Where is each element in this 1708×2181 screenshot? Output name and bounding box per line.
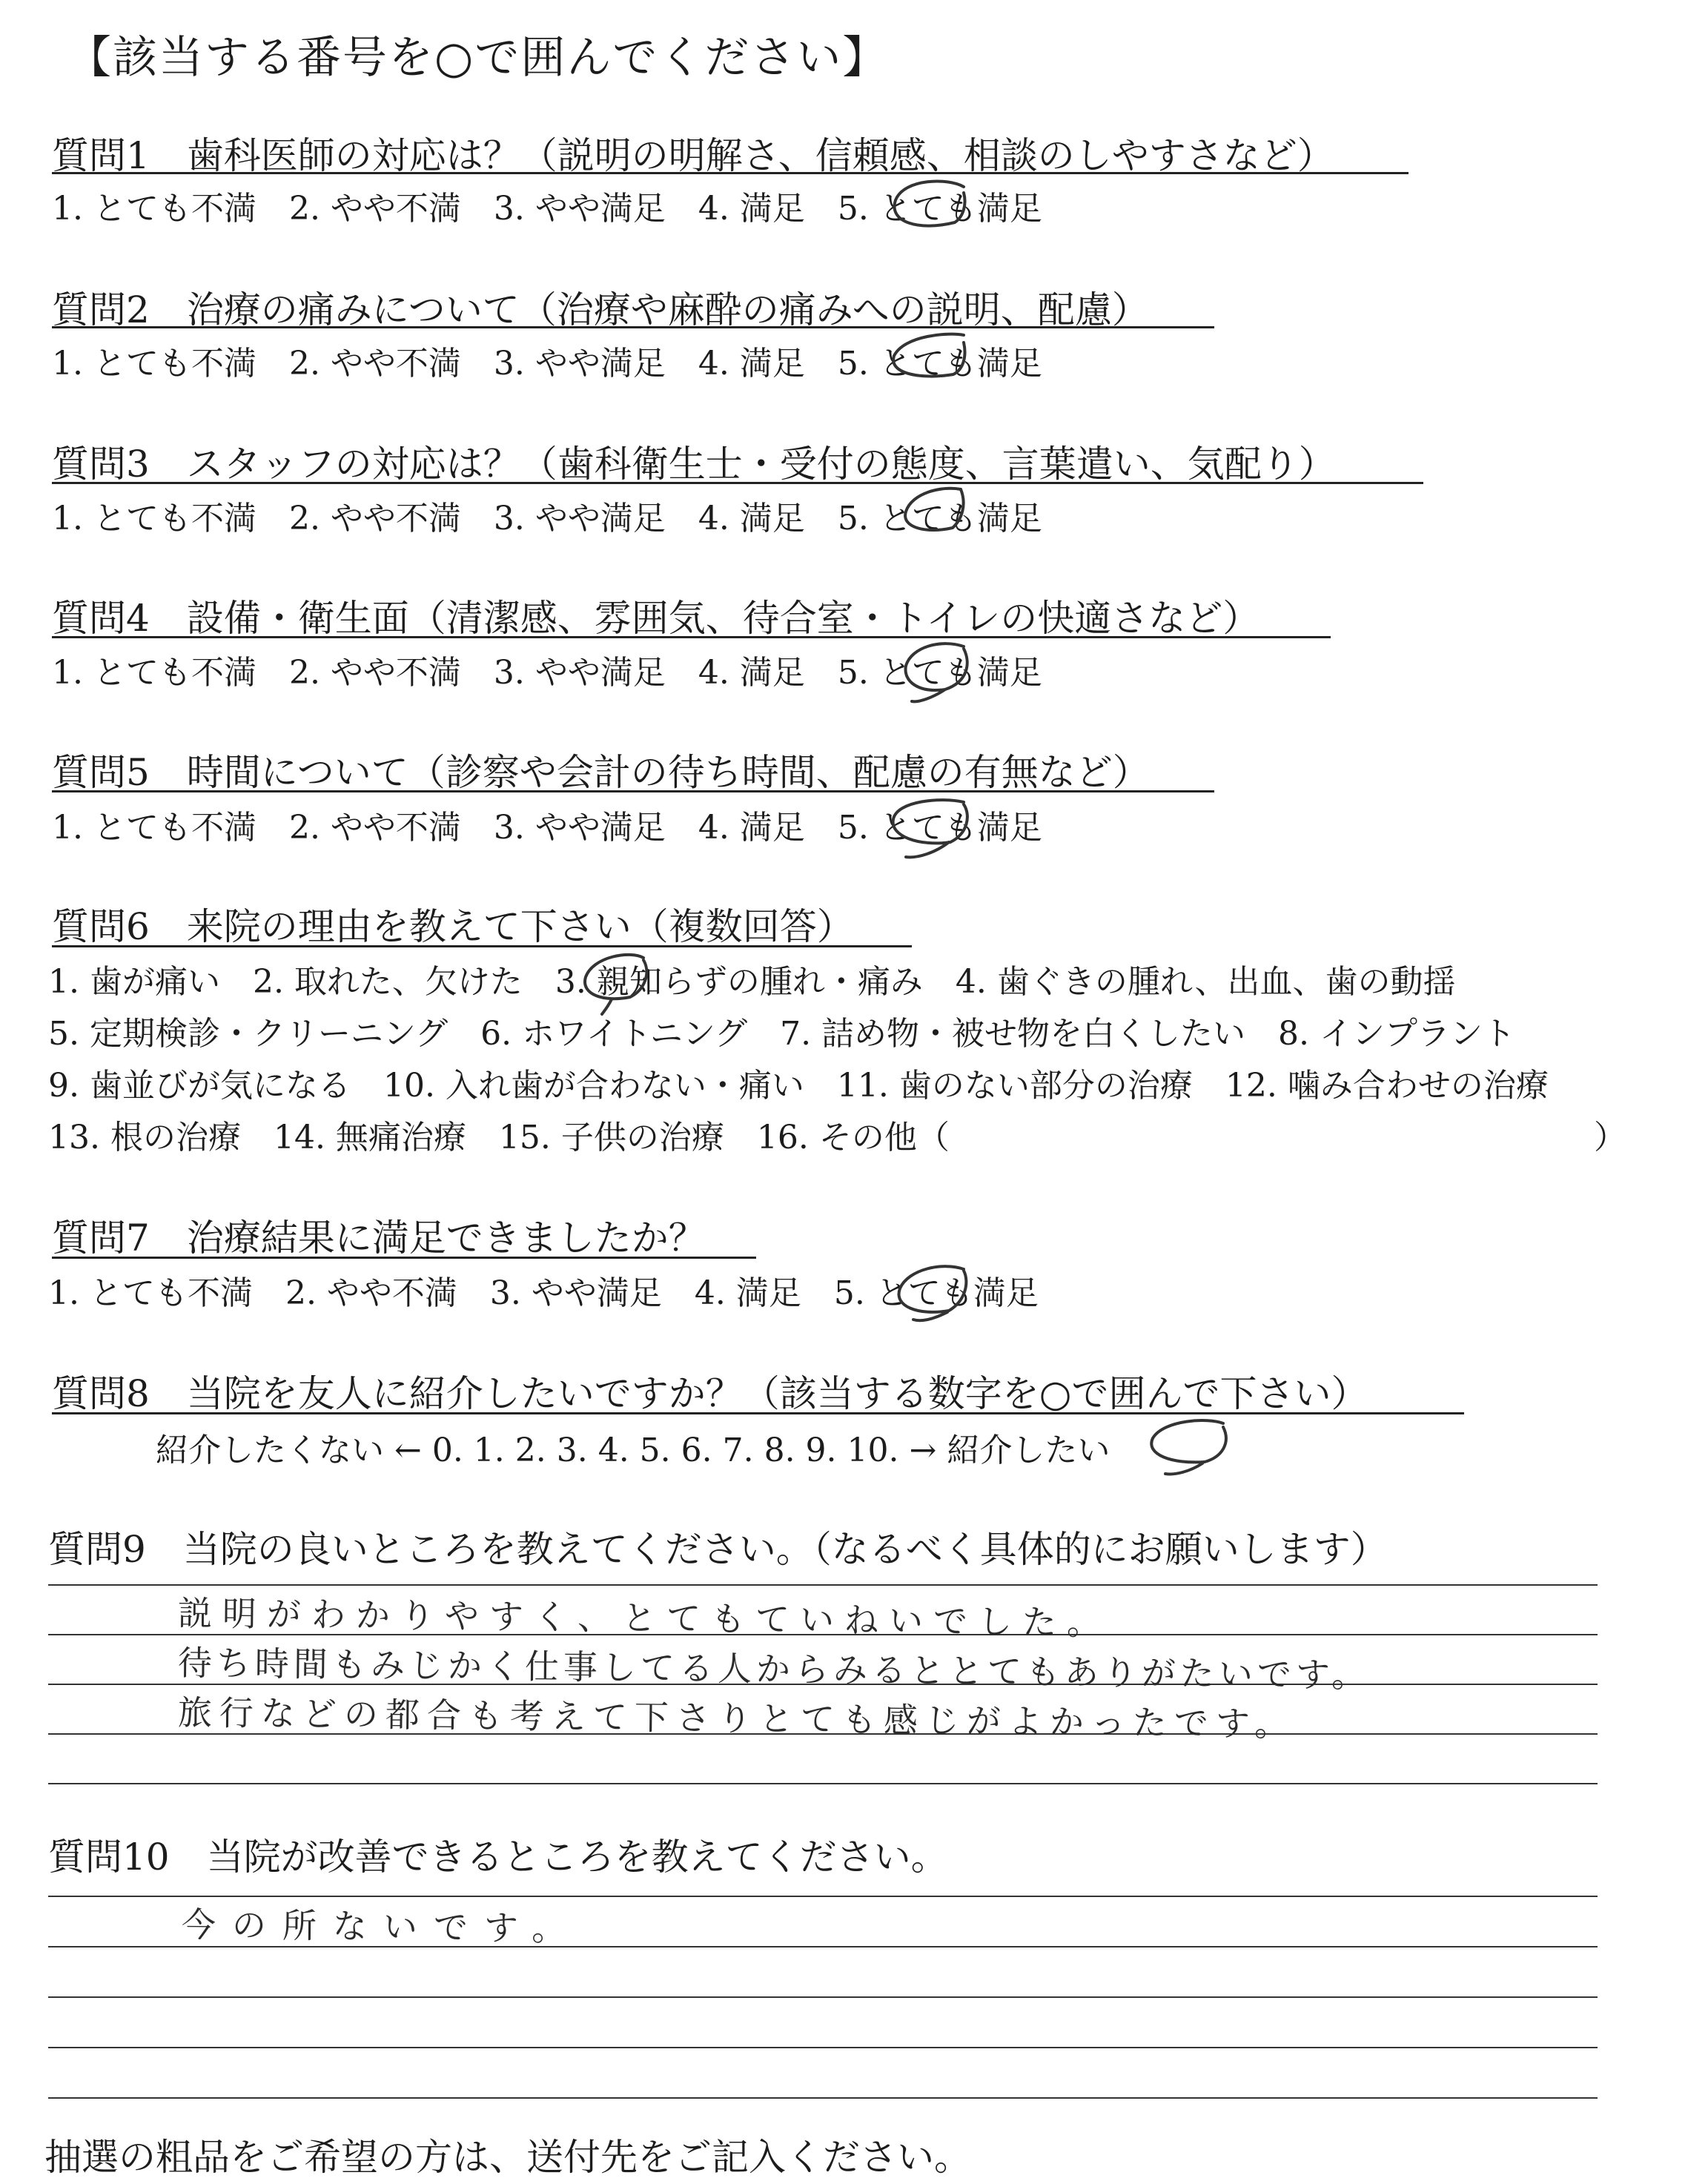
question-2-options: 1. とても不満 2. やや不満 3. やや満足 4. 満足 5. とても満足: [52, 345, 1042, 383]
question-6-options-line-3: 9. 歯並びが気になる 10. 入れ歯が合わない・痛い 11. 歯のない部分の治療 12. 噛み合わせの治療: [48, 1067, 1549, 1105]
question-3-underline: [52, 482, 1423, 484]
q9-handwritten-answer-3: 旅行などの都合も考えて下さりとても感じがよかったです。: [177, 1692, 1297, 1744]
question-6: 質問6 来院の理由を教えて下さい（複数回答）: [52, 905, 854, 948]
question-1-options: 1. とても不満 2. やや不満 3. やや満足 4. 満足 5. とても満足: [52, 190, 1042, 228]
question-7: 質問7 治療結果に満足できましたか？: [52, 1217, 706, 1260]
q9-handwritten-answer-1: 説明がわかりやすく、とてもていねいでした。: [177, 1593, 1112, 1644]
q9-handwritten-answer-2: 待ち時間もみじかく仕事してる人からみるととてもありがたいです。: [177, 1643, 1371, 1695]
question-2: 質問2 治療の痛みについて（治療や麻酔の痛みへの説明、配慮）: [52, 288, 1149, 331]
question-6-options-line-2: 5. 定期検診・クリーニング 6. ホワイトニング 7. 詰め物・被せ物を白くしたい 8. インプラント: [48, 1015, 1516, 1053]
question-3: 質問3 スタッフの対応は？（歯科衛生士・受付の態度、言葉遣い、気配り）: [52, 443, 1336, 486]
question-6-other-close: ）: [1594, 1119, 1626, 1156]
q10-answer-line: [48, 1996, 1598, 1998]
question-4-underline: [52, 636, 1331, 638]
question-1: 質問1 歯科医師の対応は？（説明の明解さ、信頼感、相談のしやすさなど）: [52, 134, 1334, 177]
question-5: 質問5 時間について（診察や会計の待ち時間、配慮の有無など）: [52, 751, 1150, 794]
question-2-underline: [52, 326, 1214, 328]
question-5-underline: [52, 790, 1214, 792]
question-7-underline: [52, 1257, 756, 1259]
q10-handwritten-answer-1: 今の所ないです。: [181, 1904, 583, 1949]
question-6-options-line-4: 13. 根の治療 14. 無痛治療 15. 子供の治療 16. その他（: [48, 1119, 950, 1156]
question-4-options: 1. とても不満 2. やや不満 3. やや満足 4. 満足 5. とても満足: [52, 654, 1042, 692]
question-8-scale: 紹介したくない ← 0. 1. 2. 3. 4. 5. 6. 7. 8. 9. 10. → 紹介したい: [156, 1432, 1110, 1469]
q9-answer-line: [48, 1584, 1598, 1586]
q10-answer-line: [48, 1896, 1598, 1897]
question-7-options: 1. とても不満 2. やや不満 3. やや満足 4. 満足 5. とても満足: [48, 1274, 1039, 1312]
question-10: 質問10 当院が改善できるところを教えてください。: [48, 1836, 948, 1879]
question-9: 質問9 当院の良いところを教えてください。（なるべく具体的にお願いします）: [48, 1528, 1388, 1571]
q10-answer-line: [48, 2047, 1598, 2048]
question-3-options: 1. とても不満 2. やや不満 3. やや満足 4. 満足 5. とても満足: [52, 500, 1042, 537]
footer-note: 抽選の粗品をご希望の方は、送付先をご記入ください。: [44, 2136, 971, 2179]
form-title: 【該当する番号を○で囲んでください】: [67, 32, 889, 84]
q8-answer-circle: [1151, 1420, 1226, 1474]
question-4: 質問4 設備・衛生面（清潔感、雰囲気、待合室・トイレの快適さなど）: [52, 597, 1260, 640]
question-6-options-line-1: 1. 歯が痛い 2. 取れた、欠けた 3. 親知らずの腫れ・痛み 4. 歯ぐきの腫れ、出血、歯の動揺: [48, 963, 1456, 1001]
question-8-underline: [52, 1412, 1464, 1414]
question-8: 質問8 当院を友人に紹介したいですか？（該当する数字を○で囲んで下さい）: [52, 1372, 1368, 1415]
question-5-options: 1. とても不満 2. やや不満 3. やや満足 4. 満足 5. とても満足: [52, 809, 1042, 847]
q9-answer-line: [48, 1783, 1598, 1784]
question-1-underline: [52, 172, 1409, 174]
q10-answer-line: [48, 2097, 1598, 2099]
question-6-underline: [52, 945, 912, 947]
